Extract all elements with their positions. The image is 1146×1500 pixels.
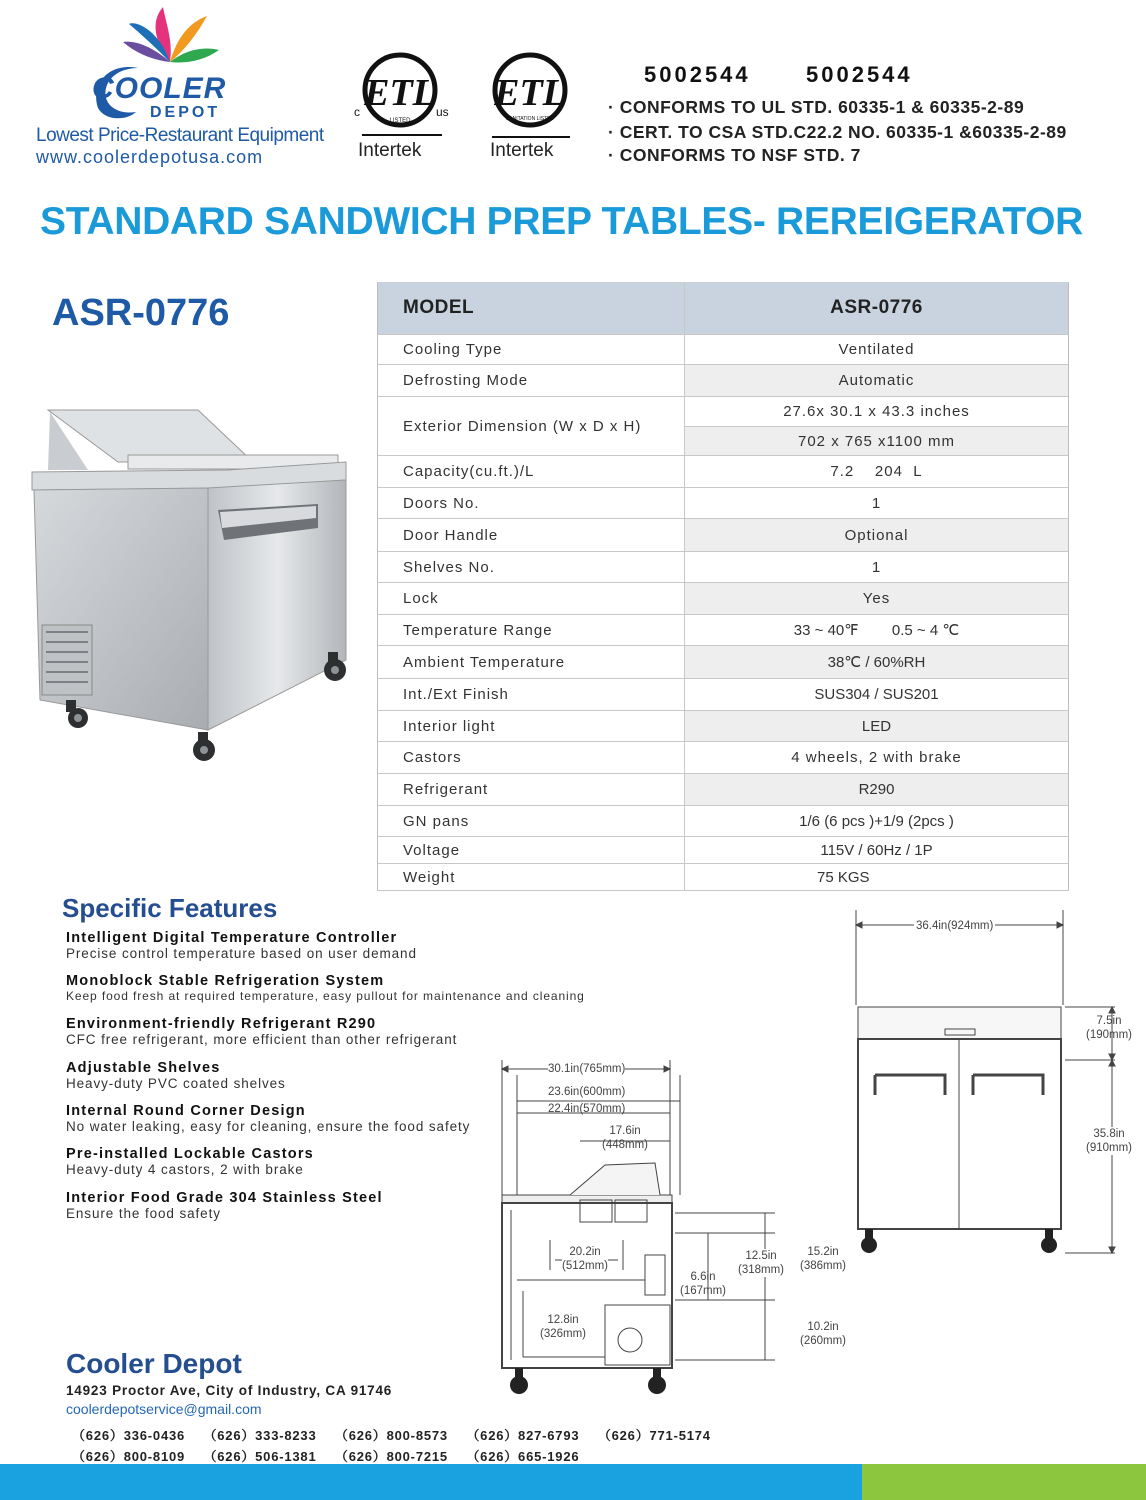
spec-value: 1/6 (6 pcs )+1/9 (2pcs ) bbox=[685, 806, 1069, 837]
dim-compressor-width-mm: (326mm) bbox=[540, 1328, 587, 1340]
dim-h1-mm: (318mm) bbox=[738, 1264, 785, 1276]
etl-mark-2-rule bbox=[492, 136, 570, 138]
dim-gap-in: 6.6in bbox=[690, 1271, 716, 1283]
prep-table-product-image bbox=[28, 400, 358, 770]
dim-compressor-width-in: 12.8in bbox=[547, 1314, 579, 1326]
company-email-link[interactable]: coolerdepotservice@gmail.com bbox=[66, 1401, 262, 1417]
spec-key: Interior light bbox=[378, 711, 685, 742]
table-row bbox=[378, 365, 1069, 397]
phone-number[interactable]: （626）336-0436 bbox=[72, 1428, 186, 1443]
feature-title: Intelligent Digital Temperature Controller bbox=[66, 930, 398, 946]
phone-number[interactable]: （626）771-5174 bbox=[597, 1428, 711, 1443]
feature-title: Adjustable Shelves bbox=[66, 1060, 221, 1076]
feature-item bbox=[66, 973, 585, 1003]
intertek-label-1: Intertek bbox=[358, 140, 422, 161]
svg-text:us: us bbox=[436, 105, 449, 119]
dim-shelf-width-in: 20.2in bbox=[569, 1246, 601, 1258]
phone-list-row-1 bbox=[72, 1425, 725, 1444]
spec-value: R290 bbox=[685, 774, 1069, 806]
table-row bbox=[378, 519, 1069, 552]
spec-value: Ventilated bbox=[685, 335, 1069, 365]
dim-h3-in: 10.2in bbox=[807, 1321, 839, 1333]
phone-number[interactable]: （626）800-8573 bbox=[334, 1428, 448, 1443]
spec-key: Weight bbox=[378, 864, 685, 891]
intertek-label-2: Intertek bbox=[490, 140, 554, 161]
spec-value: Automatic bbox=[685, 365, 1069, 397]
feature-item bbox=[66, 1146, 314, 1177]
spec-table bbox=[377, 282, 1069, 891]
conformity-line-1: · CONFORMS TO UL STD. 60335-1 & 60335-2-89 bbox=[608, 97, 1025, 117]
phone-number[interactable]: （626）827-6793 bbox=[466, 1428, 580, 1443]
table-row bbox=[378, 837, 1069, 864]
feature-title: Interior Food Grade 304 Stainless Steel bbox=[66, 1190, 383, 1206]
spec-value: 1 bbox=[685, 488, 1069, 519]
etl-listed-mark-icon bbox=[348, 50, 458, 140]
table-row bbox=[378, 583, 1069, 615]
feature-item bbox=[66, 1016, 457, 1047]
feature-desc: Ensure the food safety bbox=[66, 1206, 221, 1221]
dim-h3-mm: (260mm) bbox=[800, 1335, 847, 1347]
feature-desc: Precise control temperature based on user demand bbox=[66, 946, 417, 961]
spec-table-header bbox=[378, 282, 1069, 335]
dim-shelf-width bbox=[562, 1245, 608, 1273]
dim-side-depth: 30.1in(765mm) bbox=[548, 1063, 626, 1075]
dim-side-d4-mm: (448mm) bbox=[602, 1139, 649, 1151]
spec-key: Cooling Type bbox=[378, 335, 685, 365]
conformity-line-2: · CERT. TO CSA STD.C22.2 NO. 60335-1 &60335-2-89 bbox=[608, 122, 1067, 142]
phone-number[interactable]: （626）800-7215 bbox=[334, 1449, 448, 1464]
spec-value: 115V / 60Hz / 1P bbox=[685, 837, 1069, 864]
spec-key: Defrosting Mode bbox=[378, 365, 685, 397]
dim-h2 bbox=[800, 1245, 846, 1273]
company-address: 14923 Proctor Ave, City of Industry, CA 91746 bbox=[66, 1383, 393, 1398]
spec-key: Capacity(cu.ft.)/L bbox=[378, 456, 685, 488]
spec-value: Yes bbox=[685, 583, 1069, 615]
dim-body-height-mm: (910mm) bbox=[1086, 1142, 1133, 1154]
feature-title: Internal Round Corner Design bbox=[66, 1103, 306, 1119]
etl-sanitation-mark-icon bbox=[486, 48, 576, 138]
features-title: Specific Features bbox=[62, 893, 278, 923]
feature-title: Pre-installed Lockable Castors bbox=[66, 1146, 314, 1162]
svg-text:SANITATION LISTED: SANITATION LISTED bbox=[505, 116, 555, 122]
svg-text:LISTED: LISTED bbox=[389, 118, 411, 124]
spec-key: Door Handle bbox=[378, 519, 685, 552]
logo-main-text: COOLER bbox=[92, 72, 227, 105]
table-row bbox=[378, 335, 1069, 365]
svg-text:ETL: ETL bbox=[494, 72, 566, 114]
dim-compressor-width bbox=[540, 1313, 586, 1341]
spec-key: Shelves No. bbox=[378, 552, 685, 583]
spec-value: 33 ~ 40℉ 0.5 ~ 4 ℃ bbox=[685, 615, 1069, 646]
svg-text:ETL: ETL bbox=[364, 72, 436, 114]
footer-bar-green bbox=[862, 1464, 1146, 1500]
spec-key: GN pans bbox=[378, 806, 685, 837]
spec-value: 75 KGS bbox=[685, 864, 1069, 891]
feature-title: Environment-friendly Refrigerant R290 bbox=[66, 1016, 377, 1032]
spec-header-key: MODEL bbox=[378, 282, 685, 335]
feature-desc: Heavy-duty 4 castors, 2 with brake bbox=[66, 1162, 304, 1177]
feature-item bbox=[66, 1103, 470, 1134]
spec-key: Castors bbox=[378, 742, 685, 774]
spec-key: Temperature Range bbox=[378, 615, 685, 646]
feature-item bbox=[66, 930, 417, 961]
brand-tagline: Lowest Price-Restaurant Equipment bbox=[36, 125, 324, 146]
spec-value: 4 wheels, 2 with brake bbox=[685, 742, 1069, 774]
dim-body-height bbox=[1086, 1127, 1132, 1155]
table-row bbox=[378, 552, 1069, 583]
table-row bbox=[378, 456, 1069, 488]
table-row bbox=[378, 711, 1069, 742]
dim-top-height-in: 7.5in bbox=[1096, 1015, 1122, 1027]
spec-key: Lock bbox=[378, 583, 685, 615]
feature-item bbox=[66, 1190, 383, 1221]
feature-desc: Keep food fresh at required temperature, easy pullout for maintenance and cleaning bbox=[66, 989, 585, 1003]
spec-value: 38℃ / 60%RH bbox=[685, 646, 1069, 679]
dim-h2-in: 15.2in bbox=[807, 1246, 839, 1258]
spec-value: SUS304 / SUS201 bbox=[685, 679, 1069, 711]
dim-body-height-in: 35.8in bbox=[1093, 1128, 1125, 1140]
feature-item bbox=[66, 1060, 286, 1091]
table-row bbox=[378, 397, 1069, 427]
dim-gap-mm: (167mm) bbox=[680, 1285, 727, 1297]
spec-value: 1 bbox=[685, 552, 1069, 583]
spec-key: Ambient Temperature bbox=[378, 646, 685, 679]
spec-value: 7.2 204 L bbox=[685, 456, 1069, 488]
logo-sub-text: DEPOT bbox=[150, 104, 221, 121]
phone-list-row-2 bbox=[72, 1446, 593, 1465]
spec-value-secondary: 702 x 765 x1100 mm bbox=[685, 427, 1069, 456]
spec-key: Voltage bbox=[378, 837, 685, 864]
spec-key: Doors No. bbox=[378, 488, 685, 519]
cert-number-2: 5002544 bbox=[806, 62, 913, 87]
dim-h3 bbox=[800, 1320, 846, 1348]
table-row bbox=[378, 646, 1069, 679]
table-row bbox=[378, 742, 1069, 774]
table-row bbox=[378, 488, 1069, 519]
dim-side-d4-in: 17.6in bbox=[609, 1125, 641, 1137]
table-row bbox=[378, 774, 1069, 806]
table-row bbox=[378, 864, 1069, 891]
footer-bar-blue bbox=[0, 1464, 862, 1500]
phone-number[interactable]: （626）333-8233 bbox=[203, 1428, 317, 1443]
dim-side-d2: 23.6in(600mm) bbox=[548, 1086, 626, 1098]
feature-desc: CFC free refrigerant, more efficient than other refrigerant bbox=[66, 1032, 458, 1047]
side-view-drawing bbox=[495, 1055, 795, 1410]
front-view-drawing bbox=[845, 905, 1145, 1260]
dim-h1 bbox=[738, 1249, 784, 1277]
spec-value: LED bbox=[685, 711, 1069, 742]
spec-header-value: ASR-0776 bbox=[685, 282, 1069, 335]
dim-side-d3: 22.4in(570mm) bbox=[548, 1103, 626, 1115]
dim-gap bbox=[680, 1270, 726, 1298]
dim-top-height bbox=[1086, 1014, 1132, 1042]
spec-key: Exterior Dimension (W x D x H) bbox=[378, 397, 685, 456]
dim-side-d4 bbox=[602, 1124, 648, 1152]
dim-h1-in: 12.5in bbox=[745, 1250, 777, 1262]
svg-text:c: c bbox=[354, 105, 360, 119]
spec-value: Optional bbox=[685, 519, 1069, 552]
page-title: STANDARD SANDWICH PREP TABLES- REREIGERATOR bbox=[40, 200, 1084, 243]
conformity-line-3: · CONFORMS TO NSF STD. 7 bbox=[608, 145, 861, 165]
dim-h2-mm: (386mm) bbox=[800, 1260, 847, 1272]
table-row bbox=[378, 806, 1069, 837]
phone-number[interactable]: （626）506-1381 bbox=[203, 1449, 317, 1464]
feature-desc: Heavy-duty PVC coated shelves bbox=[66, 1076, 286, 1091]
feature-desc: No water leaking, easy for cleaning, ensure the food safety bbox=[66, 1119, 471, 1134]
spec-value: 27.6x 30.1 x 43.3 inches bbox=[685, 397, 1069, 427]
phone-number[interactable]: （626）665-1926 bbox=[466, 1449, 580, 1464]
dim-top-height-mm: (190mm) bbox=[1086, 1029, 1133, 1041]
spec-key: Refrigerant bbox=[378, 774, 685, 806]
feature-title: Monoblock Stable Refrigeration System bbox=[66, 973, 385, 989]
dim-shelf-width-mm: (512mm) bbox=[562, 1260, 609, 1272]
company-name: Cooler Depot bbox=[66, 1348, 242, 1379]
phone-number[interactable]: （626）800-8109 bbox=[72, 1449, 186, 1464]
table-row bbox=[378, 615, 1069, 646]
spec-key: Int./Ext Finish bbox=[378, 679, 685, 711]
table-row bbox=[378, 679, 1069, 711]
cert-number-1: 5002544 bbox=[644, 62, 751, 87]
brand-website-link[interactable]: www.coolerdepotusa.com bbox=[36, 147, 264, 167]
model-heading: ASR-0776 bbox=[52, 292, 230, 334]
dim-front-width: 36.4in(924mm) bbox=[916, 920, 994, 932]
